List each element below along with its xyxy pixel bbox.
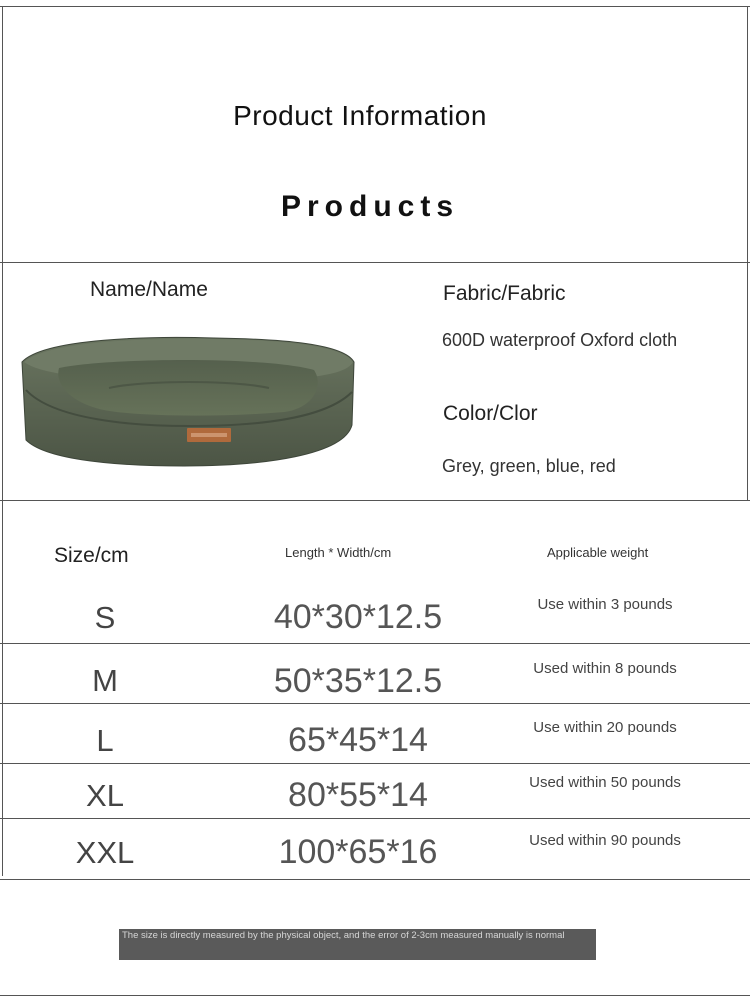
measurement-note: The size is directly measured by the physical object, and the error of 2-3cm measured manually is normal — [119, 929, 596, 960]
color-label: Color/Clor — [443, 402, 538, 425]
dimensions-cell: 65*45*14 — [288, 721, 428, 759]
dimensions-cell: 50*35*12.5 — [273, 662, 443, 700]
weight-cell: Used within 90 pounds — [529, 832, 681, 849]
size-cell: XL — [86, 778, 124, 813]
border-bottom — [0, 995, 750, 996]
fabric-value: 600D waterproof Oxford cloth — [442, 330, 678, 350]
size-cell: M — [92, 663, 118, 698]
border-right — [747, 6, 748, 501]
weight-cell: Use within 3 pounds — [537, 596, 673, 613]
dimensions-cell: 80*55*14 — [288, 776, 428, 814]
size-cell: L — [96, 723, 114, 758]
weight-cell: Use within 20 pounds — [533, 719, 677, 736]
border-top — [0, 6, 750, 7]
pet-bed-image — [14, 330, 359, 475]
divider-header — [0, 262, 750, 263]
row-divider-l — [0, 763, 750, 764]
border-left — [2, 6, 3, 876]
row-divider-s — [0, 643, 750, 644]
weight-column-header: Applicable weight — [547, 545, 649, 560]
divider-product — [0, 500, 750, 501]
weight-cell: Used within 8 pounds — [533, 660, 677, 677]
weight-cell: Used within 50 pounds — [529, 774, 681, 791]
dimensions-column-header: Length * Width/cm — [285, 545, 392, 560]
row-divider-xxl — [0, 879, 750, 880]
row-divider-xl — [0, 818, 750, 819]
size-cell: S — [94, 600, 116, 635]
row-divider-m — [0, 703, 750, 704]
dimensions-cell: 100*65*16 — [278, 833, 438, 871]
dimensions-cell: 40*30*12.5 — [273, 598, 443, 636]
color-value: Grey, green, blue, red — [442, 456, 616, 476]
size-column-header: Size/cm — [54, 544, 129, 567]
fabric-label: Fabric/Fabric — [443, 282, 566, 305]
page-title: Product Information — [233, 100, 487, 131]
size-cell: XXL — [75, 835, 135, 870]
name-label: Name/Name — [90, 278, 208, 301]
section-title-products: Products — [280, 190, 460, 223]
